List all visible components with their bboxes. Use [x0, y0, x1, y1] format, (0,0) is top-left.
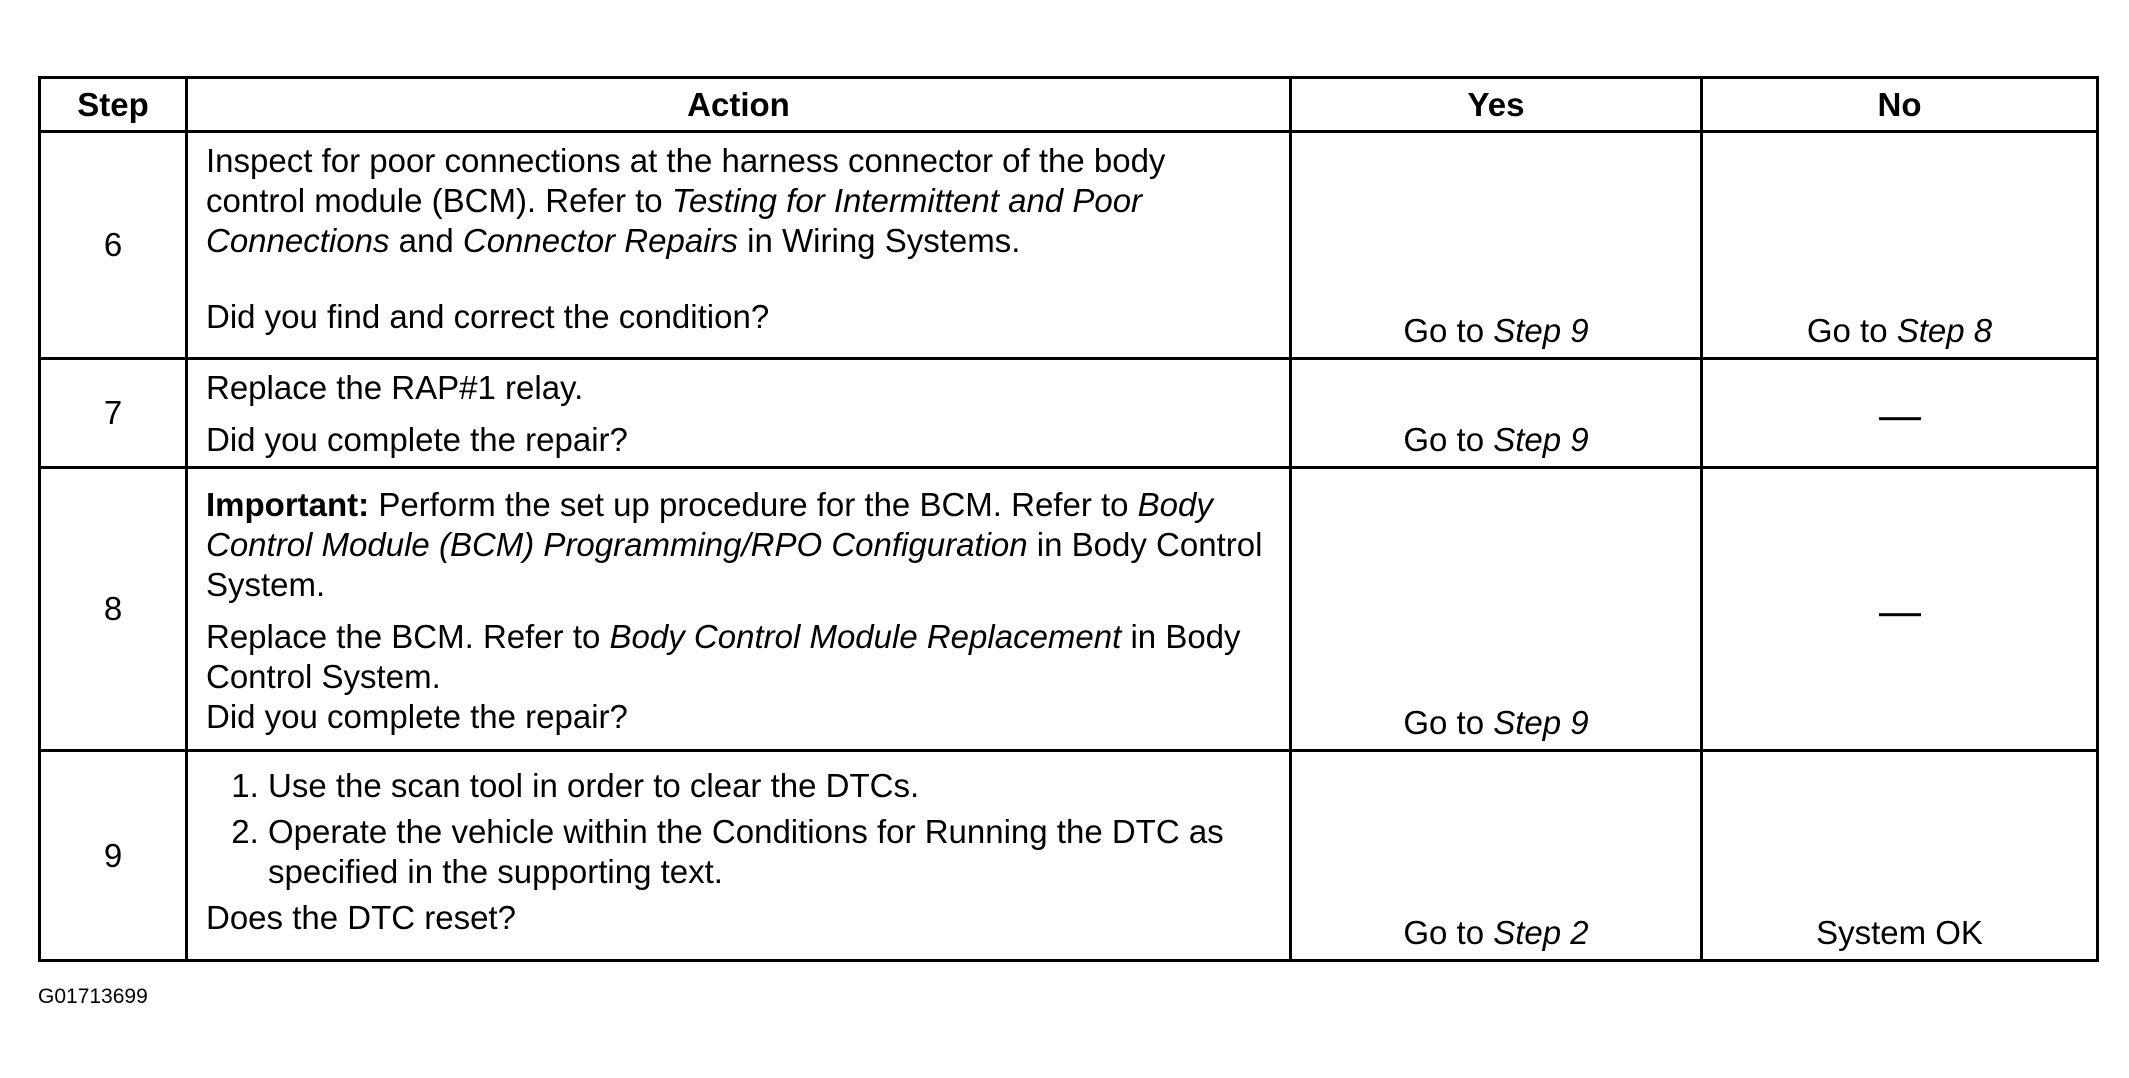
yes-answer: Go to Step 2	[1403, 914, 1589, 951]
important-label: Important:	[206, 486, 370, 523]
yes-cell	[1291, 468, 1702, 751]
yes-cell	[1291, 751, 1702, 961]
yes-cell	[1291, 359, 1702, 468]
action-instruction: Inspect for poor connections at the harness connector of the body control module (BCM). Refer to Testing for Intermittent and Poor Connections and Connector Repairs in Wiring Systems.	[206, 142, 1166, 259]
step-number: 6	[40, 132, 187, 359]
no-cell	[1702, 359, 2098, 468]
step-number: 9	[40, 751, 187, 961]
header-no: No	[1702, 78, 2098, 132]
step-number: 8	[40, 468, 187, 751]
action-question: Did you complete the repair?	[206, 698, 628, 735]
action-instruction: Replace the BCM. Refer to Body Control Module Replacement in Body Control System.	[206, 618, 1241, 695]
action-question: Did you find and correct the condition?	[206, 298, 770, 335]
action-instruction: Replace the RAP#1 relay.	[206, 369, 584, 406]
no-cell	[1702, 132, 2098, 359]
yes-cell	[1291, 132, 1702, 359]
yes-answer: Go to Step 9	[1403, 421, 1589, 458]
table-row	[40, 359, 2098, 468]
no-cell	[1702, 751, 2098, 961]
yes-answer: Go to Step 9	[1403, 312, 1589, 349]
diagnostic-table	[38, 76, 2099, 962]
action-important-note: Important: Perform the set up procedure for the BCM. Refer to Body Control Module (BCM) Programming/RPO Configuration in Body Control System.	[206, 486, 1263, 603]
action-steps-list	[206, 766, 1271, 892]
no-answer: System OK	[1816, 914, 1983, 951]
action-cell	[187, 359, 1291, 468]
reference-link: Testing for Intermittent and Poor Connections	[206, 182, 1143, 259]
reference-link: Body Control Module (BCM) Programming/RPO Configuration	[206, 486, 1213, 563]
no-answer-dash	[1703, 586, 2096, 624]
header-action: Action	[187, 78, 1291, 132]
list-item: 1. Use the scan tool in order to clear the DTCs.	[268, 766, 1271, 806]
figure-id: G01713699	[38, 985, 148, 1008]
table-row	[40, 751, 2098, 961]
table-row	[40, 132, 2098, 359]
action-question: Does the DTC reset?	[206, 899, 516, 936]
action-cell	[187, 751, 1291, 961]
list-item: 2. Operate the vehicle within the Conditions for Running the DTC as specified in the supporting text.	[268, 812, 1271, 892]
header-row	[40, 78, 2098, 132]
no-cell	[1702, 468, 2098, 751]
action-question: Did you complete the repair?	[206, 421, 628, 458]
action-cell	[187, 468, 1291, 751]
action-cell	[187, 132, 1291, 359]
reference-link: Connector Repairs	[462, 222, 738, 259]
table-row	[40, 468, 2098, 751]
header-yes: Yes	[1291, 78, 1702, 132]
yes-answer: Go to Step 9	[1403, 704, 1589, 741]
no-answer: Go to Step 8	[1806, 312, 1993, 349]
header-step: Step	[40, 78, 187, 132]
reference-link: Body Control Module Replacement	[609, 618, 1122, 655]
step-number: 7	[40, 359, 187, 468]
no-answer-dash	[1703, 390, 2096, 428]
